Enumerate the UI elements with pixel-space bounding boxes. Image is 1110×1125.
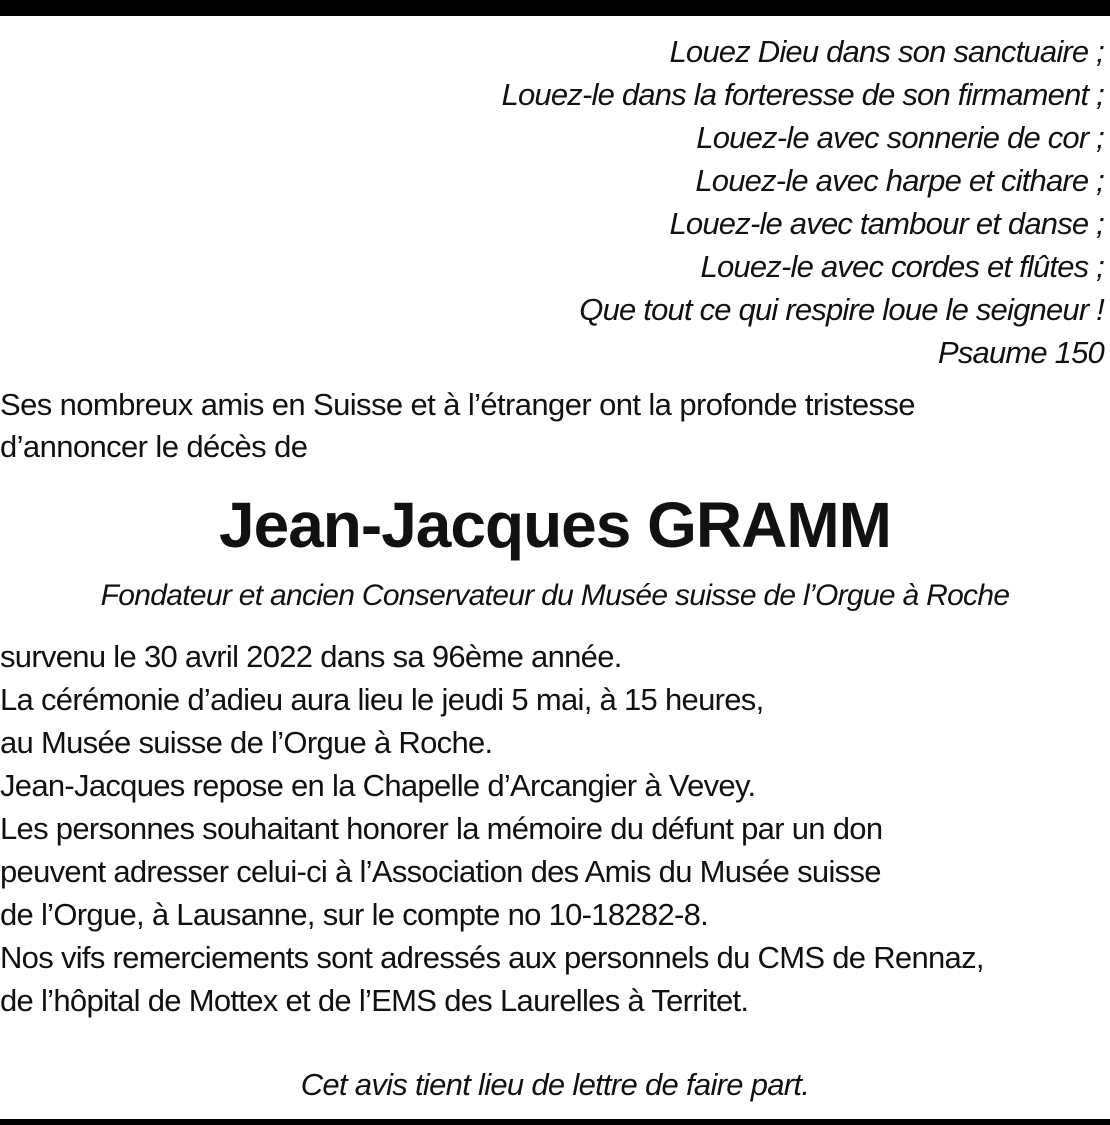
psalm-line: Louez-le avec sonnerie de cor ; (696, 120, 1104, 155)
details-line: au Musée suisse de l’Orgue à Roche. (0, 725, 493, 760)
details-line: survenu le 30 avril 2022 dans sa 96ème année. (0, 639, 622, 674)
intro-line: Ses nombreux amis en Suisse et à l’étranger ont la profonde tristesse (0, 387, 915, 422)
psalm-line: Louez Dieu dans son sanctuaire ; (669, 34, 1104, 69)
notice-details (0, 635, 1108, 1022)
details-line: peuvent adresser celui-ci à l’Association des Amis du Musée suisse (0, 854, 881, 889)
details-line: Jean-Jacques repose en la Chapelle d’Arcangier à Vevey. (0, 768, 756, 803)
psalm-line: Que tout ce qui respire loue le seigneur ! (579, 292, 1104, 327)
intro-line: d’annoncer le décès de (0, 429, 308, 464)
deceased-title: Fondateur et ancien Conservateur du Musée suisse de l’Orgue à Roche (100, 579, 1010, 612)
psalm-line: Louez-le avec tambour et danse ; (669, 206, 1104, 241)
top-border-rule (0, 0, 1110, 16)
details-line: La cérémonie d’adieu aura lieu le jeudi 5 mai, à 15 heures, (0, 682, 764, 717)
psalm-line: Louez-le dans la forteresse de son firmament ; (501, 77, 1104, 112)
details-line: de l’Orgue, à Lausanne, sur le compte no 10-18282-8. (0, 897, 709, 932)
announcement-intro (0, 384, 1100, 468)
details-line: de l’hôpital de Mottex et de l’EMS des Laurelles à Territet. (0, 983, 749, 1018)
psalm-epigraph (4, 30, 1104, 374)
closing-note: Cet avis tient lieu de lettre de faire part. (300, 1067, 810, 1102)
details-line: Nos vifs remerciements sont adressés aux personnels du CMS de Rennaz, (0, 940, 984, 975)
psalm-reference: Psaume 150 (937, 335, 1104, 370)
psalm-line: Louez-le avec cordes et flûtes ; (700, 249, 1104, 284)
details-line: Les personnes souhaitant honorer la mémoire du défunt par un don (0, 811, 883, 846)
bottom-border-rule (0, 1119, 1110, 1125)
deceased-name: Jean-Jacques GRAMM (219, 489, 891, 561)
psalm-line: Louez-le avec harpe et cithare ; (695, 163, 1104, 198)
